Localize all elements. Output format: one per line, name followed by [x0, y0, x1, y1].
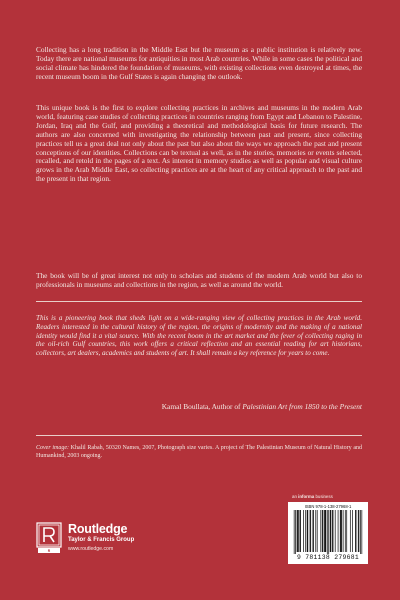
barcode-bar: [300, 510, 301, 552]
barcode-bar: [355, 510, 356, 552]
publisher-name: Routledge: [68, 522, 128, 536]
isbn-barcode: [288, 502, 368, 564]
description-paragraph-3: The book will be of great interest not only to scholars and students of the modern Arab world but also to professionals in museums and collections in the region, as well as around the world.: [36, 271, 362, 289]
divider-line: [36, 435, 362, 436]
review-author: Kamal Boullata, Author of: [161, 402, 243, 411]
barcode-bar: [297, 510, 298, 552]
barcode-bar: [358, 510, 359, 552]
barcode-bar: [313, 510, 314, 552]
barcode-icon: [288, 510, 368, 554]
cover-image-credit-text: Khalil Rabah, 50320 Names, 2007, Photograph size varies. A project of The Palestinian Museum of Natural History and Humankind, 2003 ongoing.: [36, 445, 362, 459]
barcode-bar: [352, 510, 353, 552]
barcode-bar: [297, 510, 298, 552]
barcode-bar: [322, 510, 323, 552]
barcode-bar: [360, 510, 361, 554]
barcode-bar: [335, 510, 336, 552]
barcode-digits: 9 781138 279681: [296, 554, 360, 561]
barcode-bar: [345, 510, 346, 552]
barcode-bar: [303, 510, 304, 552]
barcode-bar: [310, 510, 311, 552]
informa-brand: informa: [298, 494, 315, 499]
barcode-bar: [341, 510, 342, 552]
barcode-bar: [315, 510, 316, 552]
barcode-bar: [305, 510, 306, 552]
barcode-bar: [300, 510, 301, 552]
barcode-bar: [333, 510, 334, 552]
barcode-bar: [298, 510, 299, 552]
barcode-bar: [359, 510, 360, 552]
barcode-bar: [307, 510, 308, 552]
cover-image-label: Cover image:: [36, 445, 69, 451]
barcode-bar: [325, 510, 326, 552]
description-paragraph-1: Collecting has a long tradition in the Middle East but the museum as a public institution is relatively new. Today there are national museums for antiquities in most Arab countries. While in some cases the political and social climate has hindered the foundation of museums, with existing collections even destroyed at times, the recent museum boom in the Gulf States is again changing the outlook.: [36, 45, 362, 81]
barcode-bar: [338, 510, 339, 552]
barcode-bar: [317, 510, 318, 552]
description-paragraph-2: This unique book is the first to explore collecting practices in archives and museums in the modern Arab world, featuring case studies of collecting practices in countries ranging from Egypt and Lebanon to Palestine, Jordan, Iraq and the Gulf, and providing a theoretical and methodological basis for future research. The authors are also concerned with investigating the relationship between past and present, since collecting practices tell us a great deal not only about the past but also about the ways we approach the past and present conceptions of our identities. Collections can be textual as well, as in the stories, memories or events selected, recalled, and retold in the pages of a text. As interest in memory studies as well as popular and visual culture grows in the Arab Middle East, so collecting practices are at the heart of any critical approach to the past and the present in that region.: [36, 103, 362, 184]
barcode-bar: [331, 510, 332, 552]
cover-image-credit: [36, 445, 362, 460]
barcode-bar: [356, 510, 357, 552]
divider-line: [36, 301, 362, 302]
barcode-bar: [328, 510, 329, 554]
publisher-website: www.routledge.com: [68, 546, 114, 552]
barcode-bar: [295, 510, 296, 554]
logo-letter: R: [47, 549, 51, 553]
barcode-bar: [361, 510, 362, 554]
informa-prefix: an: [292, 494, 299, 499]
barcode-bar: [346, 510, 347, 552]
barcode-bar: [294, 510, 295, 554]
barcode-bar: [350, 510, 351, 552]
isbn-label: ISBN 978-1-138-27968-1: [304, 504, 352, 509]
barcode-bar: [320, 510, 321, 552]
barcode-bar: [323, 510, 324, 552]
routledge-logo-icon: [36, 522, 62, 556]
barcode-bar: [310, 510, 311, 552]
barcode-bar: [307, 510, 308, 552]
barcode-bar: [341, 510, 342, 552]
publisher-group: Taylor & Francis Group: [68, 537, 135, 543]
informa-suffix: business: [314, 494, 333, 499]
review-attribution: [36, 402, 362, 411]
barcode-bar: [327, 510, 328, 554]
publisher-logo: [36, 520, 156, 564]
barcode-bar: [324, 510, 325, 552]
barcode-bar: [343, 510, 344, 552]
barcode-bar: [325, 510, 326, 552]
informa-business-tagline: [292, 494, 333, 499]
barcode-bar: [313, 510, 314, 552]
review-quote: This is a pioneering book that sheds light on a wide-ranging view of collecting practices in the Arab world. Readers interested in the cultural history of the region, the origins of modernity and the making of a national identity would find it a vital source. With the recent boom in the art market and the fever of collecting raging in the oil-rich Gulf countries, this work offers a critical reflection and an essential reading for art historians, collectors, art dealers, academics and students of art. It shall remain a key reference for years to come.: [36, 314, 362, 357]
barcode-bar: [340, 510, 341, 552]
barcode-bar: [330, 510, 331, 552]
barcode-bar: [332, 510, 333, 552]
review-work-title: Palestinian Art from 1850 to the Present: [242, 402, 362, 411]
